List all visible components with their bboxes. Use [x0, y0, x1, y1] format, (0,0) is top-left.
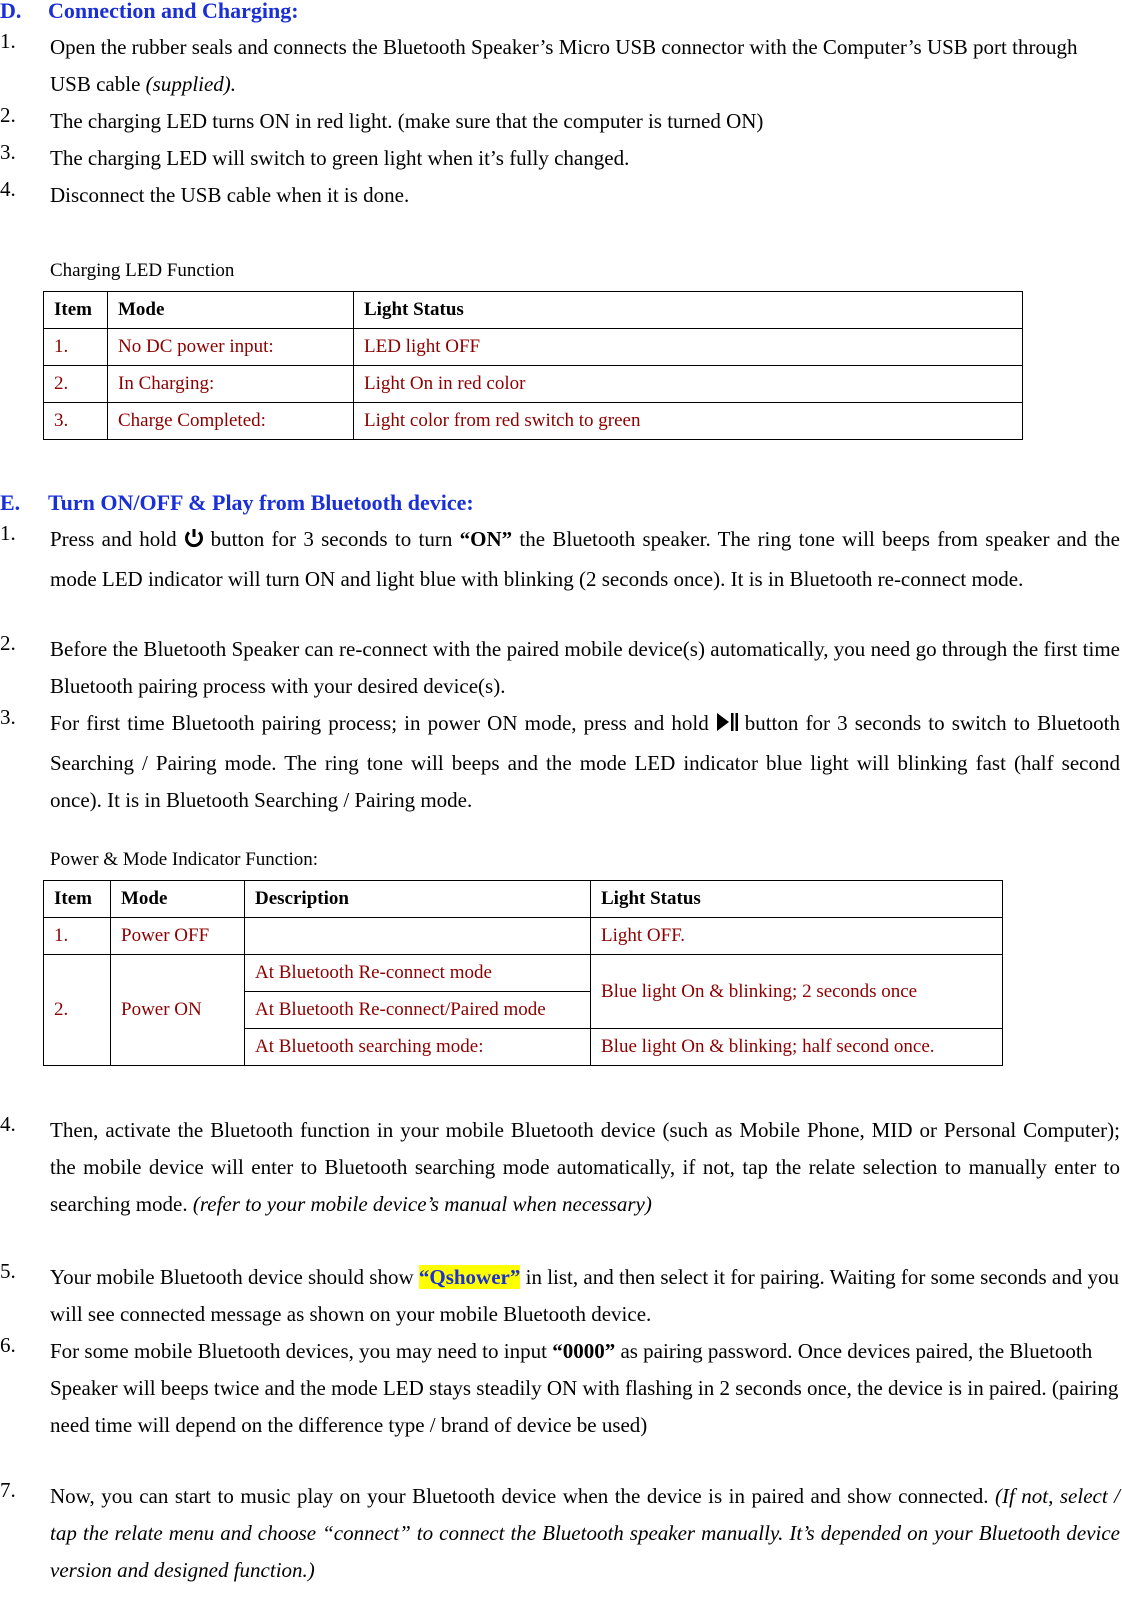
item-italic-note: (refer to your mobile device’s manual when necessary) — [192, 1192, 652, 1216]
item-text: The charging LED turns ON in red light. (make sure that the computer is turned ON) — [50, 109, 764, 133]
item-text: For first time Bluetooth pairing process; in power ON mode, press and hold button for 3 seconds to switch to Bluetooth Searching / Pairing mode. The ring tone will beeps and the mode LED indicator blue light will blinking fast (half second once). It is in Bluetooth Searching / Pairing mode. — [50, 705, 1120, 819]
item-italic-note: (If not, select / tap the relate menu and choose “connect” to connect the Bluetooth speaker manually. It’s depended on your Bluetooth device version and designed function.) — [50, 1484, 1120, 1582]
power-mode-indicator-table — [43, 880, 1003, 1066]
item-number: 5. — [0, 1259, 16, 1283]
table-cell: Blue light On & blinking; 2 seconds once — [591, 955, 1003, 1029]
table-cell: 2. — [44, 366, 108, 403]
section-d-letter: D. — [0, 0, 22, 23]
table-cell: 1. — [44, 918, 111, 955]
item-text: Open the rubber seals and connects the Bluetooth Speaker’s Micro USB connector with the Computer’s USB port through USB cable (supplied). — [50, 35, 1078, 96]
table-cell: Power OFF — [111, 918, 245, 955]
table-cell: At Bluetooth Re-connect/Paired mode — [245, 992, 591, 1029]
table-row — [44, 955, 1003, 992]
table-cell: Light On in red color — [354, 366, 1023, 403]
item-text: Disconnect the USB cable when it is done. — [50, 183, 410, 207]
item-text: For some mobile Bluetooth devices, you may need to input “0000” as pairing password. Once devices paired, the Bluetooth Speaker will beeps twice and the mode LED stays steadily ON with flashing in 2 seconds once, the device is in paired. (pairing need time will depend on the difference type / brand of device be used) — [50, 1339, 1119, 1437]
charging-table-caption: Charging LED Function — [50, 260, 235, 281]
table-cell: 1. — [44, 329, 108, 366]
item-number: 4. — [0, 1112, 16, 1136]
item-italic-note: (supplied). — [145, 72, 237, 96]
item-text: The charging LED will switch to green light when it’s fully changed. — [50, 146, 630, 170]
header-description: Description — [245, 881, 591, 918]
item-number: 4. — [0, 177, 16, 201]
item-number: 6. — [0, 1333, 16, 1357]
table-row — [44, 366, 1023, 403]
item-text: Now, you can start to music play on your Bluetooth device when the device is in paired and show connected. (If not, select / tap the relate menu and choose “connect” to connect the Bluetooth speaker manually. It’s depended on your Bluetooth device version and designed function.) — [50, 1484, 1120, 1582]
table-cell: At Bluetooth Re-connect mode — [245, 955, 591, 992]
power-mode-table-caption: Power & Mode Indicator Function: — [50, 849, 319, 870]
section-d-heading — [0, 0, 299, 24]
device-name-highlight: “Qshower” — [418, 1265, 521, 1289]
item-number: 3. — [0, 705, 16, 729]
item-text: Before the Bluetooth Speaker can re-connect with the paired mobile device(s) automatically, you need go through the first time Bluetooth pairing process with your desired device(s). — [50, 637, 1120, 698]
section-d-title: Connection and Charging: — [48, 0, 299, 23]
header-light-status: Light Status — [591, 881, 1003, 918]
table-cell: Light OFF. — [591, 918, 1003, 955]
table-cell: No DC power input: — [108, 329, 354, 366]
table-header-row — [44, 881, 1003, 918]
section-e-title: Turn ON/OFF & Play from Bluetooth device: — [48, 490, 474, 515]
table-cell: In Charging: — [108, 366, 354, 403]
table-cell — [245, 918, 591, 955]
table-cell: Light color from red switch to green — [354, 403, 1023, 440]
table-cell: LED light OFF — [354, 329, 1023, 366]
pairing-password: “0000” — [552, 1339, 616, 1363]
header-item: Item — [44, 292, 108, 329]
item-number: 2. — [0, 631, 16, 655]
table-header-row — [44, 292, 1023, 329]
table-cell: At Bluetooth searching mode: — [245, 1029, 591, 1066]
item-text: Then, activate the Bluetooth function in your mobile Bluetooth device (such as Mobile Phone, MID or Personal Computer); the mobile device will enter to Bluetooth searching mode automatically, if not, tap the relate selection to manually enter to searching mode. (refer to your mobile device’s manual when necessary) — [50, 1118, 1120, 1216]
play-pause-icon — [715, 708, 739, 745]
item-text: Press and hold button for 3 seconds to turn “ON” the Bluetooth speaker. The ring tone will beeps from speaker and the mode LED indicator will turn ON and light blue with blinking (2 seconds once). It is in Bluetooth re-connect mode. — [50, 521, 1120, 598]
table-cell: 2. — [44, 955, 111, 1066]
power-icon — [183, 524, 205, 561]
charging-led-table — [43, 291, 1023, 440]
header-mode: Mode — [108, 292, 354, 329]
table-cell: Power ON — [111, 955, 245, 1066]
item-number: 1. — [0, 29, 16, 53]
item-number: 1. — [0, 521, 16, 545]
table-cell: 3. — [44, 403, 108, 440]
table-cell: Charge Completed: — [108, 403, 354, 440]
item-number: 2. — [0, 103, 16, 127]
section-e-letter: E. — [0, 490, 21, 515]
item-text: Your mobile Bluetooth device should show “Qshower” in list, and then select it for pairing. Waiting for some seconds and you will see connected message as shown on your mobile Bluetooth device. — [50, 1265, 1119, 1326]
table-row — [44, 329, 1023, 366]
item-number: 3. — [0, 140, 16, 164]
header-item: Item — [44, 881, 111, 918]
section-e-heading — [0, 490, 474, 516]
header-mode: Mode — [111, 881, 245, 918]
item-number: 7. — [0, 1478, 16, 1502]
table-row — [44, 403, 1023, 440]
table-row — [44, 918, 1003, 955]
header-light-status: Light Status — [354, 292, 1023, 329]
table-cell: Blue light On & blinking; half second once. — [591, 1029, 1003, 1066]
